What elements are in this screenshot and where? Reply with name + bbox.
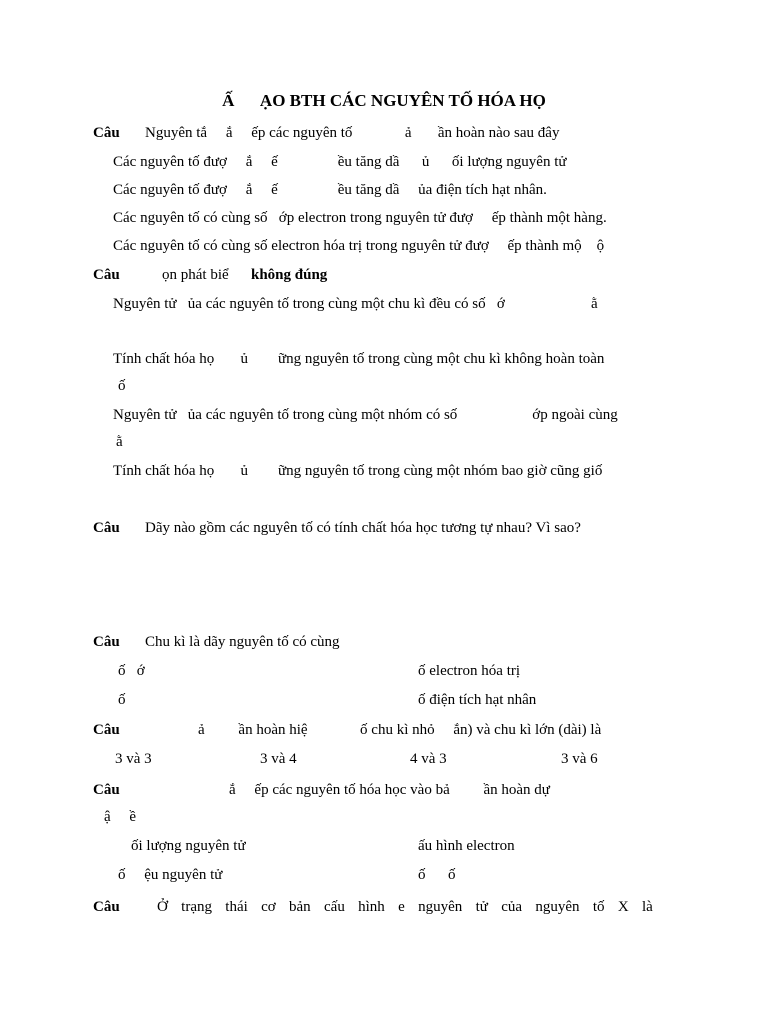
question-7-word: Ở — [157, 899, 168, 915]
question-2-option-b-wrap: ố — [118, 378, 126, 394]
question-4-text: Chu kì là dãy nguyên tố có cùng — [145, 634, 340, 650]
question-6-option-c: ố ệu nguyên tử — [118, 867, 223, 883]
question-7-line — [93, 898, 653, 916]
question-7-word: X — [617, 899, 629, 915]
question-1-label: Câu — [93, 125, 120, 141]
question-7-word: e — [398, 899, 405, 915]
question-1-option-d: Các nguyên tố có cùng số electron hóa trị trong nguyên tử đượ ếp thành mộ ộ — [113, 238, 605, 254]
question-6-option-b: ấu hình electron — [418, 838, 515, 854]
question-4-option-b: ố electron hóa trị — [418, 663, 521, 679]
question-7-word: cấu — [324, 899, 345, 915]
question-7-word: tố — [592, 899, 605, 915]
question-5-option-d: 3 và 6 — [561, 751, 598, 767]
question-7-word: cơ — [261, 899, 276, 915]
question-1-option-b: Các nguyên tố đượ ắ ế ều tăng dầ ủa điện tích hạt nhân. — [113, 182, 547, 198]
question-2-option-d: Tính chất hóa họ ủ ững nguyên tố trong cùng một nhóm bao giờ cũng giố — [113, 463, 603, 479]
question-2-text: ọn phát biể — [162, 267, 229, 283]
question-6-option-a: ối lượng nguyên tử — [131, 838, 246, 854]
question-7-label: Câu — [93, 899, 120, 915]
question-7-word: thái — [225, 899, 248, 915]
question-4-label: Câu — [93, 634, 120, 650]
question-6-label: Câu — [93, 782, 120, 798]
question-5-label: Câu — [93, 722, 120, 738]
question-5-option-b: 3 và 4 — [260, 751, 297, 767]
question-2-option-c: Nguyên tử ủa các nguyên tố trong cùng một nhóm có số ớp ngoài cùng — [113, 407, 618, 423]
question-7-word: bản — [289, 899, 311, 915]
question-5-option-c: 4 và 3 — [410, 751, 447, 767]
question-6-text: ắ ếp các nguyên tố hóa học vào bả ần hoàn dự — [229, 782, 550, 798]
question-7-word: hình — [358, 899, 385, 915]
question-4-option-c: ố — [118, 692, 126, 708]
question-7-word: nguyên — [418, 899, 463, 915]
question-2-emphasis: không đúng — [251, 267, 328, 283]
question-5-text: ả ần hoàn hiệ ố chu kì nhỏ ắn) và chu kì lớn (dài) là — [198, 722, 602, 738]
question-7-word: là — [641, 899, 653, 915]
question-1-text: Nguyên tắ ắ ếp các nguyên tố ả ần hoàn nào sau đây — [145, 125, 560, 141]
question-7-word: tử — [475, 899, 488, 915]
question-2-option-b: Tính chất hóa họ ủ ững nguyên tố trong cùng một chu kì không hoàn toàn — [113, 351, 605, 367]
question-5-option-a: 3 và 3 — [115, 751, 152, 767]
page-title: Ấ ẠO BTH CÁC NGUYÊN TỐ HÓA HỌ — [222, 91, 546, 110]
question-6-option-d: ố ố — [418, 867, 456, 883]
question-1-option-a: Các nguyên tố đượ ắ ế ều tăng dầ ủ ối lượng nguyên tử — [113, 154, 567, 170]
question-7-word: của — [501, 899, 523, 915]
question-3-text: Dãy nào gồm các nguyên tố có tính chất hóa học tương tự nhau? Vì sao? — [145, 520, 581, 536]
question-6-wrap: ậ ề — [104, 809, 137, 825]
question-4-option-a: ố ớ — [118, 663, 145, 679]
question-4-option-d: ố điện tích hạt nhân — [418, 692, 537, 708]
question-2-option-a: Nguyên tử ủa các nguyên tố trong cùng một chu kì đều có số ớ ằ — [113, 296, 598, 312]
question-1-option-c: Các nguyên tố có cùng số ớp electron trong nguyên tử đượ ếp thành một hàng. — [113, 210, 607, 226]
question-2-label: Câu — [93, 267, 120, 283]
question-7-word: trạng — [181, 899, 212, 915]
question-3-label: Câu — [93, 520, 120, 536]
question-7-word: nguyên — [535, 899, 580, 915]
question-2-option-c-wrap: ằ — [116, 434, 123, 450]
